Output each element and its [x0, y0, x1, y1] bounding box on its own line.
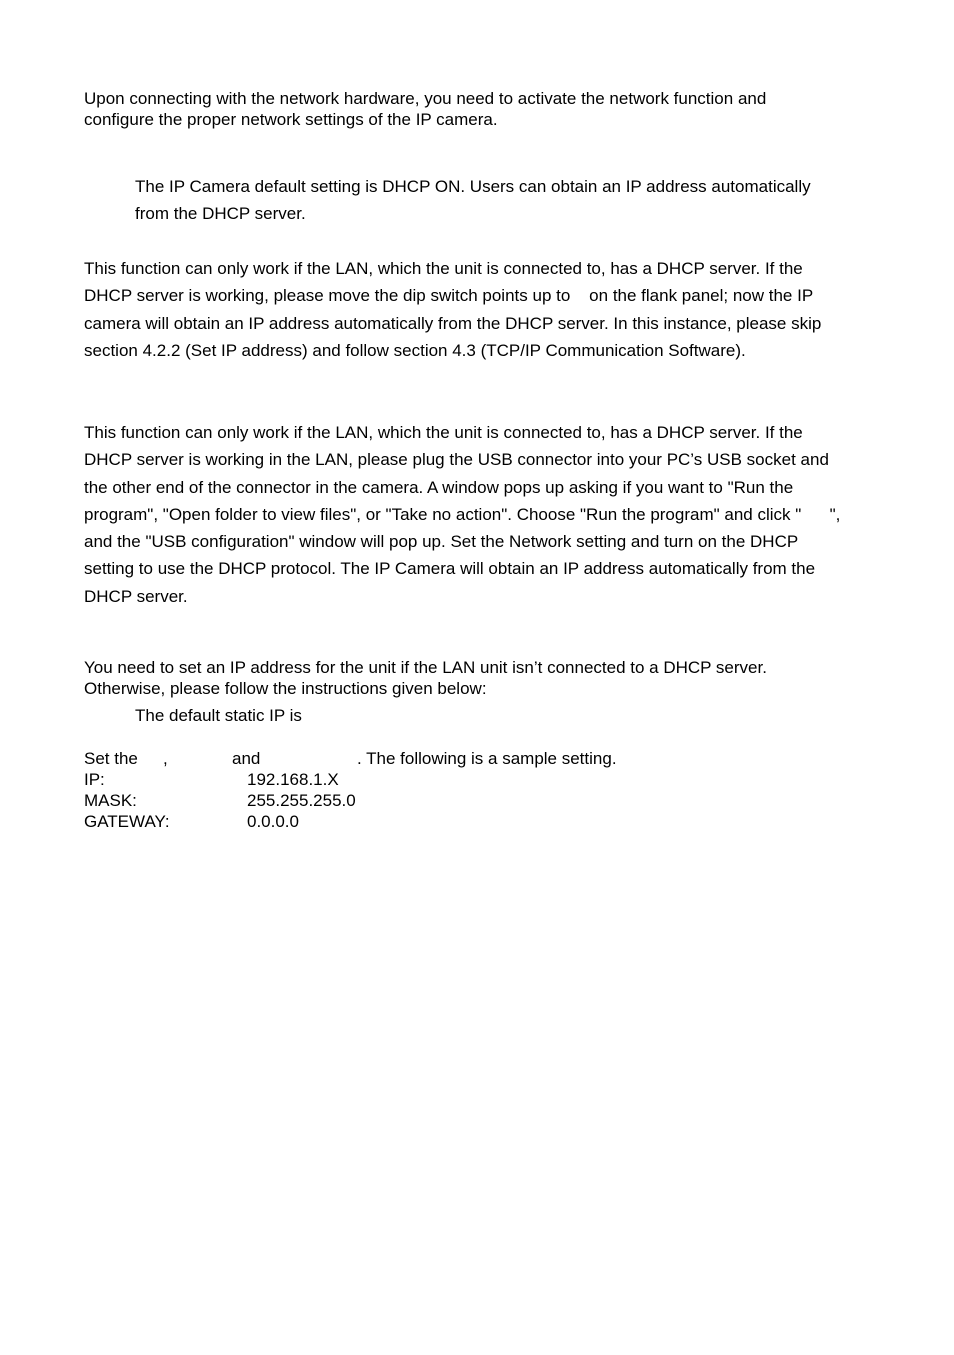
- sample-ip-value: 192.168.1.X: [247, 770, 339, 789]
- note-line: The IP Camera default setting is DHCP ON. Users can obtain an IP address automatically: [135, 177, 811, 196]
- paragraph-line: DHCP server is working, please move the dip switch points up to on the flank panel; now the IP: [84, 286, 814, 306]
- paragraph-line: DHCP server.: [84, 586, 188, 606]
- paragraph-line: setting to use the DHCP protocol. The IP Camera will obtain an IP address automatically from the: [84, 559, 816, 579]
- paragraph-line: section 4.2.2 (Set IP address) and follow section 4.3 (TCP/IP Communication Software).: [84, 340, 746, 360]
- sample-comma: ,: [163, 749, 168, 768]
- usb-config-paragraph: [84, 419, 884, 610]
- dip-switch-paragraph: [84, 255, 884, 364]
- sample-gateway-label: GATEWAY:: [84, 812, 170, 831]
- paragraph-line: camera will obtain an IP address automatically from the DHCP server. In this instance, please skip: [84, 313, 822, 333]
- paragraph-line: This function can only work if the LAN, which the unit is connected to, has a DHCP server. If the: [84, 259, 803, 278]
- intro-paragraph: [84, 88, 884, 130]
- sample-and: and: [232, 749, 261, 768]
- default-static-ip-line: The default static IP is: [135, 706, 302, 725]
- dhcp-default-note: [135, 173, 935, 228]
- paragraph-line: Otherwise, please follow the instructions given below:: [84, 679, 487, 698]
- paragraph-line: DHCP server is working in the LAN, please plug the USB connector into your PC’s USB socket and: [84, 450, 829, 470]
- sample-set-the: Set the: [84, 749, 138, 768]
- sample-mask-value: 255.255.255.0: [247, 791, 356, 810]
- note-line: from the DHCP server.: [135, 204, 306, 224]
- intro-line: Upon connecting with the network hardware, you need to activate the network function and: [84, 89, 767, 108]
- intro-line: configure the proper network settings of the IP camera.: [84, 110, 498, 129]
- paragraph-line: program", "Open folder to view files", or "Take no action". Choose "Run the program" and click " ",: [84, 504, 841, 524]
- sample-mask-label: MASK:: [84, 791, 137, 810]
- sample-ip-label: IP:: [84, 770, 105, 789]
- static-ip-paragraph: [84, 657, 884, 699]
- sample-gateway-value: 0.0.0.0: [247, 812, 299, 831]
- paragraph-line: and the "USB configuration" window will pop up. Set the Network setting and turn on the DHCP: [84, 532, 799, 552]
- paragraph-line: This function can only work if the LAN, which the unit is connected to, has a DHCP server. If the: [84, 423, 803, 442]
- paragraph-line: You need to set an IP address for the unit if the LAN unit isn’t connected to a DHCP server.: [84, 658, 767, 677]
- sample-following: . The following is a sample setting.: [357, 749, 617, 768]
- paragraph-line: the other end of the connector in the camera. A window pops up asking if you want to "Run the: [84, 477, 794, 497]
